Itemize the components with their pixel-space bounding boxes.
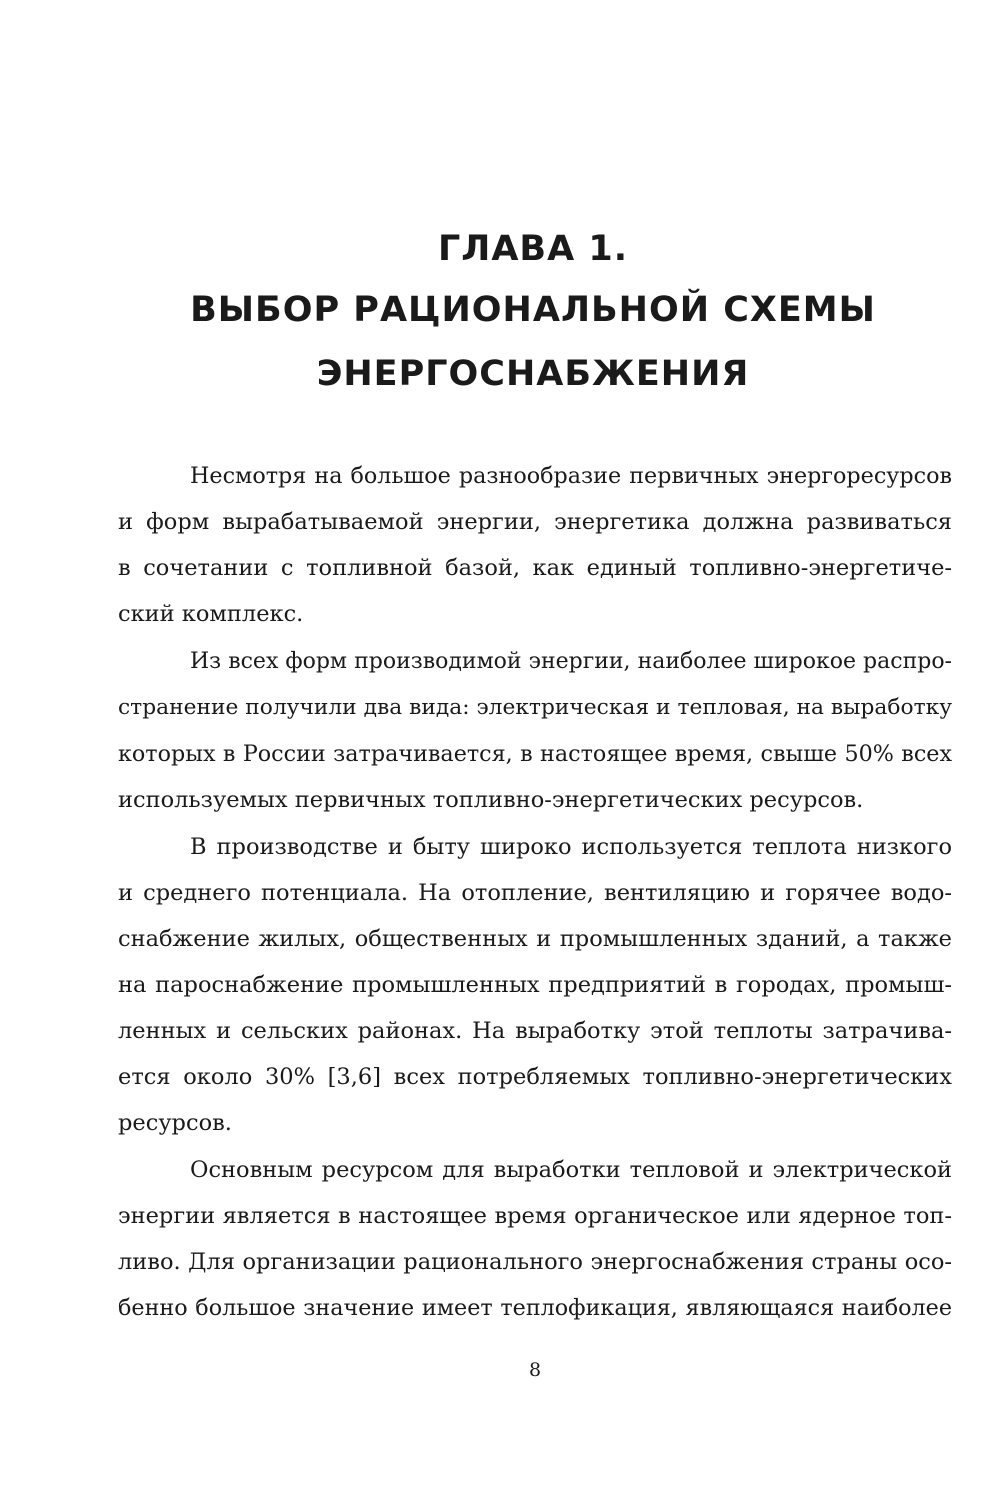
paragraph-1-line-3: в сочетании с топливной базой, как единый топливно-энергетиче-: [118, 555, 952, 581]
chapter-title-line-2: ЭНЕРГОСНАБЖЕНИЯ: [316, 354, 750, 394]
paragraph-1-line-4: ский комплекс.: [118, 601, 304, 627]
page-number: 8: [528, 1359, 542, 1381]
chapter-label: ГЛАВА 1.: [437, 229, 629, 269]
paragraph-3-line-1: В производстве и быту широко используется теплота низкого: [190, 834, 952, 860]
paragraph-2-line-1: Из всех форм производимой энергии, наиболее широкое распро-: [190, 649, 952, 674]
paragraph-3-line-4: на пароснабжение промышленных предприятий в городах, промыш-: [118, 972, 952, 998]
paragraph-3-line-6: ется около 30% [3,6] всех потребляемых топливно-энергетических: [118, 1064, 952, 1090]
paragraph-4-line-4: бенно большое значение имеет теплофикация, являющаяся наиболее: [118, 1295, 952, 1321]
paragraph-3-line-3: снабжение жилых, общественных и промышленных зданий, а также: [118, 926, 952, 952]
paragraph-2-line-3: которых в России затрачивается, в настоящее время, свыше 50% всех: [118, 741, 952, 767]
paragraph-2-line-4: используемых первичных топливно-энергетических ресурсов.: [118, 787, 864, 813]
paragraph-4-line-1: Основным ресурсом для выработки тепловой и электрической: [190, 1157, 952, 1183]
chapter-title-line-1: ВЫБОР РАЦИОНАЛЬНОЙ СХЕМЫ: [190, 290, 876, 330]
paragraph-2-line-2: странение получили два вида: электрическая и тепловая, на выработку: [118, 695, 952, 720]
paragraph-1-line-2: и форм вырабатываемой энергии, энергетика должна развиваться: [118, 509, 952, 535]
paragraph-4-line-2: энергии является в настоящее время органическое или ядерное топ-: [118, 1203, 952, 1229]
paragraph-1-line-1: Несмотря на большое разнообразие первичных энергоресурсов: [190, 463, 952, 489]
paragraph-3-line-5: ленных и сельских районах. На выработку этой теплоты затрачива-: [118, 1018, 952, 1044]
paragraph-4-line-3: ливо. Для организации рационального энергоснабжения страны осо-: [118, 1249, 952, 1275]
paragraph-3-line-2: и среднего потенциала. На отопление, вентиляцию и горячее водо-: [118, 880, 952, 906]
paragraph-3-line-7: ресурсов.: [118, 1110, 232, 1136]
